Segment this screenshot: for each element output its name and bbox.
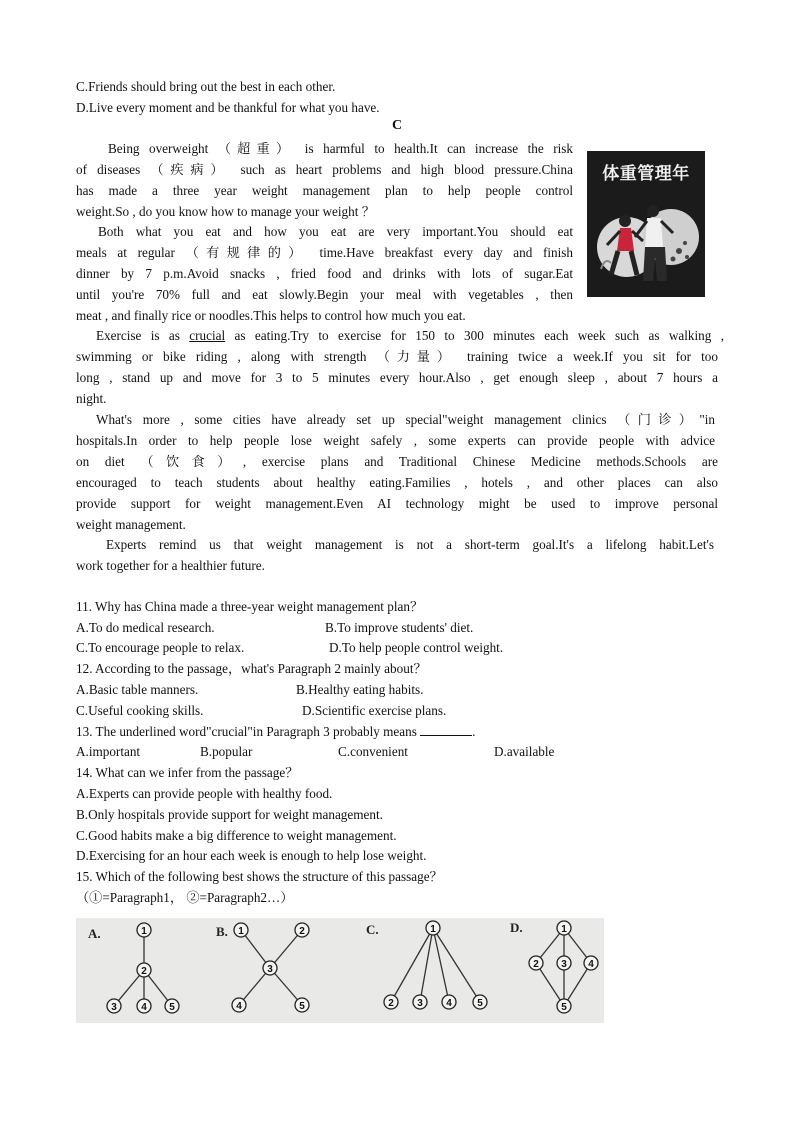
diagram-a-node-label-5: 5 bbox=[169, 1002, 175, 1013]
diagram-d-node-label-1: 1 bbox=[561, 924, 567, 935]
prev-option-c: C.Friends should bring out the best in each other. bbox=[76, 79, 336, 94]
diagram-a-node-label-2: 2 bbox=[141, 966, 147, 977]
diagram-b-node-label-4: 4 bbox=[236, 1001, 242, 1012]
poster-figures-icon bbox=[587, 151, 705, 297]
q12-option-a[interactable]: A.Basic table manners. bbox=[76, 682, 199, 697]
passage-p4-line6: weight management. bbox=[76, 517, 186, 532]
q15-stem: 15. Which of the following best shows the structure of this passage？ bbox=[76, 869, 443, 884]
p3-text-after: as eating.Try to exercise for 150 to 300 minutes each week such as walking , bbox=[225, 328, 725, 343]
q12-option-c[interactable]: C.Useful cooking skills. bbox=[76, 703, 204, 718]
passage-p4-line4: encouraged to teach students about healthy eating.Families , hotels , and other places can also bbox=[76, 475, 718, 490]
diagram-a-node-label-1: 1 bbox=[141, 926, 147, 937]
q14-stem: 14. What can we infer from the passage？ bbox=[76, 765, 299, 780]
passage-p5-line2: work together for a healthier future. bbox=[76, 558, 265, 573]
q14-option-d[interactable]: D.Exercising for an hour each week is enough to help lose weight. bbox=[76, 848, 427, 863]
q13-option-c[interactable]: C.convenient bbox=[338, 744, 408, 759]
q11-option-c[interactable]: C.To encourage people to relax. bbox=[76, 640, 245, 655]
section-title: C bbox=[392, 118, 403, 133]
q12-option-b[interactable]: B.Healthy eating habits. bbox=[296, 682, 424, 697]
diagram-c-node-label-1: 1 bbox=[430, 924, 436, 935]
diagram-c-node-label-5: 5 bbox=[477, 998, 483, 1009]
diagram-b-node-label-3: 3 bbox=[267, 964, 273, 975]
diagram-b-node-label-1: 1 bbox=[238, 926, 244, 937]
diagram-b-node-label-5: 5 bbox=[299, 1001, 305, 1012]
diagram-c-edge-1-5 bbox=[433, 928, 480, 1002]
passage-p4-line1: What's more , some cities have already set up special"weight management clinics （门诊）"in bbox=[96, 412, 715, 427]
poster-title: 体重管理年 bbox=[602, 164, 690, 184]
diagram-label-b[interactable]: B. bbox=[216, 924, 228, 939]
passage-p3-line4: night. bbox=[76, 391, 107, 406]
q14-option-b[interactable]: B.Only hospitals provide support for weight management. bbox=[76, 807, 383, 822]
q13-option-d[interactable]: D.available bbox=[494, 744, 555, 759]
diagram-label-d[interactable]: D. bbox=[510, 920, 523, 935]
q13-stem-text: 13. The underlined word"crucial"in Paragraph 3 probably means bbox=[76, 724, 417, 739]
diagram-c-node-label-4: 4 bbox=[446, 998, 452, 1009]
passage-p1-line1: Being overweight （超重） is harmful to health.It can increase the risk bbox=[108, 141, 573, 156]
passage-p2-line1: Both what you eat and how you eat are very important.You should eat bbox=[98, 224, 573, 239]
q11-option-a[interactable]: A.To do medical research. bbox=[76, 620, 215, 635]
passage-p1-line2: of diseases （疾病） such as heart problems and high blood pressure.China bbox=[76, 162, 573, 177]
q11-stem: 11. Why has China made a three-year weight management plan？ bbox=[76, 599, 424, 614]
q15-note: （①=Paragraph1， ②=Paragraph2…） bbox=[76, 890, 294, 905]
passage-p3-line1 bbox=[96, 326, 724, 347]
passage-p2-line4: until you're 70% full and eat slowly.Begin your meal with vegetables , then bbox=[76, 287, 573, 302]
prev-option-d: D.Live every moment and be thankful for what you have. bbox=[76, 100, 380, 115]
q13-stem-end: . bbox=[472, 724, 476, 739]
diagram-a-node-label-3: 3 bbox=[111, 1002, 117, 1013]
underlined-word-crucial: crucial bbox=[189, 328, 226, 343]
passage-p3-line3: long , stand up and move for 3 to 5 minutes every hour.Also , get enough sleep , about 7 hours a bbox=[76, 370, 718, 385]
q11-option-b[interactable]: B.To improve students' diet. bbox=[325, 620, 474, 635]
q11-option-d[interactable]: D.To help people control weight. bbox=[329, 640, 504, 655]
diagram-c-node-label-2: 2 bbox=[388, 998, 394, 1009]
passage-p2-line3: dinner by 7 p.m.Avoid snacks , fried food and drinks with lots of sugar.Eat bbox=[76, 266, 573, 281]
q13-option-a[interactable]: A.important bbox=[76, 744, 141, 759]
passage-p4-line2: hospitals.In order to help people lose weight safely , some experts can provide people with advice bbox=[76, 433, 715, 448]
q12-stem: 12. According to the passage，what's Paragraph 2 mainly about？ bbox=[76, 661, 427, 676]
p3-text-before: Exercise is as bbox=[96, 328, 190, 343]
diagram-d-node-label-3: 3 bbox=[561, 959, 567, 970]
passage-p1-line3: has made a three year weight management plan to help people control bbox=[76, 183, 573, 198]
passage-p4-line5: provide support for weight management.Even AI technology might be used to improve personal bbox=[76, 496, 718, 511]
q13-stem bbox=[76, 722, 475, 743]
diagram-b-node-label-2: 2 bbox=[299, 926, 305, 937]
q14-option-a[interactable]: A.Experts can provide people with healthy food. bbox=[76, 786, 333, 801]
diagram-d-node-label-4: 4 bbox=[588, 959, 594, 970]
structure-diagram-graphics bbox=[76, 918, 604, 1023]
weight-management-poster bbox=[587, 151, 705, 297]
diagram-d-edge-2-5 bbox=[536, 963, 564, 1006]
diagram-label-c[interactable]: C. bbox=[366, 922, 379, 937]
diagram-a-node-label-4: 4 bbox=[141, 1002, 147, 1013]
diagram-c-edge-1-4 bbox=[433, 928, 449, 1002]
passage-p4-line3: on diet （饮食）, exercise plans and Traditional Chinese Medicine methods.Schools are bbox=[76, 454, 718, 469]
q13-option-b[interactable]: B.popular bbox=[200, 744, 253, 759]
passage-p2-line2: meals at regular （有规律的） time.Have breakfast every day and finish bbox=[76, 245, 573, 260]
diagram-c-node-label-3: 3 bbox=[417, 998, 423, 1009]
q13-answer-blank[interactable] bbox=[420, 724, 472, 736]
passage-p5-line1: Experts remind us that weight management is not a short-term goal.It's a lifelong habit.Let's bbox=[106, 537, 714, 552]
passage-p2-line5: meat , and finally rice or noodles.This helps to control how much you eat. bbox=[76, 308, 466, 323]
passage-p3-line2: swimming or bike riding , along with strength （力量） training twice a week.If you sit for too bbox=[76, 349, 718, 364]
diagram-label-a[interactable]: A. bbox=[88, 926, 101, 941]
structure-diagrams bbox=[76, 918, 604, 1023]
q12-option-d[interactable]: D.Scientific exercise plans. bbox=[302, 703, 447, 718]
diagram-d-node-label-5: 5 bbox=[561, 1002, 567, 1013]
diagram-d-node-label-2: 2 bbox=[533, 959, 539, 970]
passage-p1-line4: weight.So , do you know how to manage your weight ？ bbox=[76, 204, 375, 219]
q14-option-c[interactable]: C.Good habits make a big difference to weight management. bbox=[76, 828, 397, 843]
